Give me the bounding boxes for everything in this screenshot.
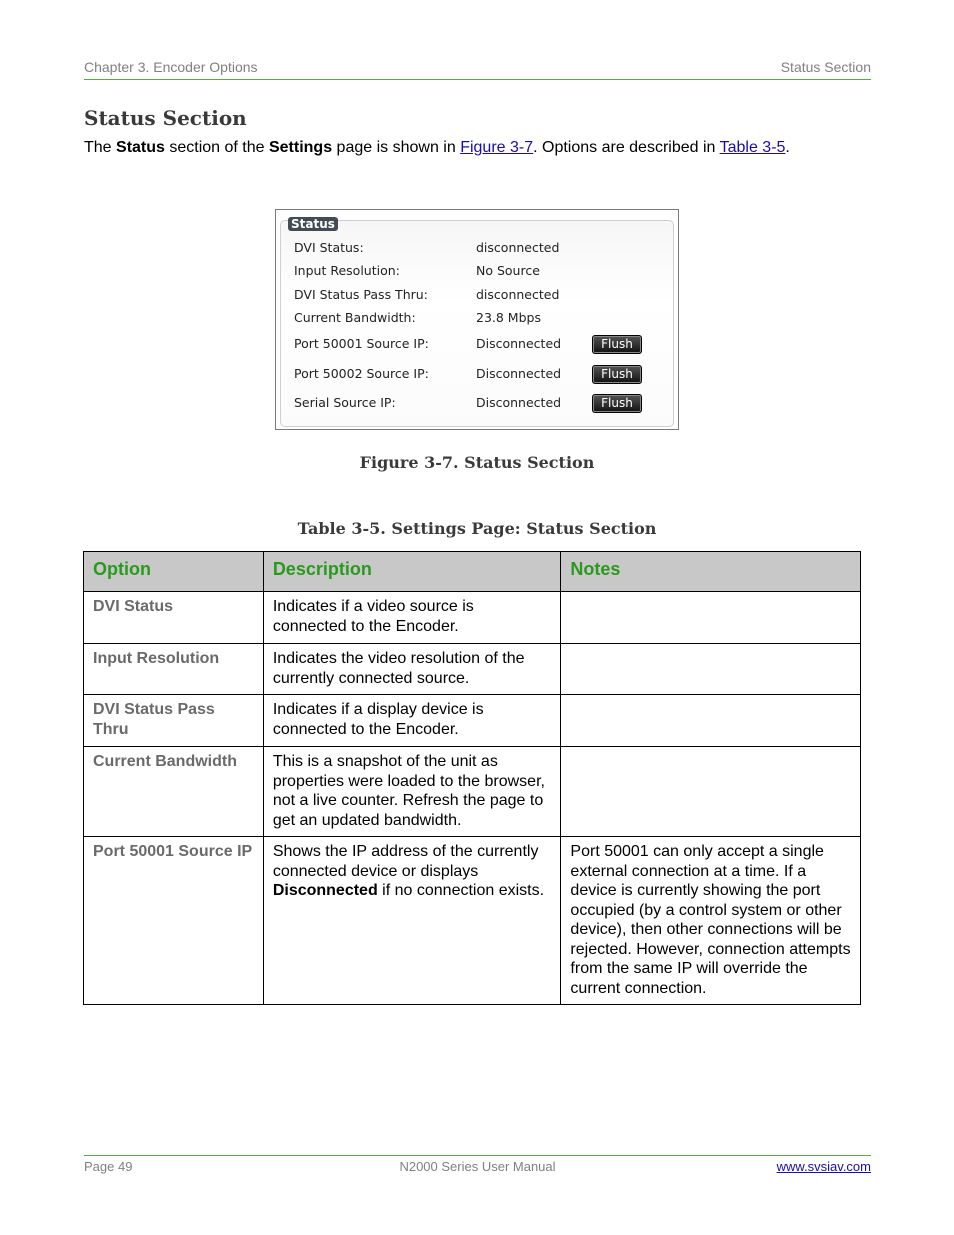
notes-cell: [561, 592, 861, 644]
header-option: Option: [84, 552, 264, 592]
options-table: [83, 551, 861, 1005]
dvi-status-label: DVI Status:: [294, 240, 364, 255]
serial-source-label: Serial Source IP:: [294, 395, 396, 410]
flush-button-50001[interactable]: Flush: [592, 335, 642, 354]
option-cell: Port 50001 Source IP: [84, 837, 264, 1005]
option-cell: DVI Status: [84, 592, 264, 644]
input-resolution-label: Input Resolution:: [294, 263, 400, 278]
description-cell: Indicates if a video source is connected to the Encoder.: [263, 592, 561, 644]
port-50002-value: Disconnected: [476, 366, 562, 381]
flush-button-serial[interactable]: Flush: [592, 394, 642, 413]
status-figure: [275, 209, 679, 430]
page-number: Page 49: [84, 1159, 133, 1174]
description-cell: Indicates if a display device is connected to the Encoder.: [263, 695, 561, 747]
notes-cell: [561, 747, 861, 837]
description-cell: This is a snapshot of the unit as properties were loaded to the browser, not a live counter. Refresh the page to get an updated bandwidth.: [263, 747, 561, 837]
header-description: Description: [263, 552, 561, 592]
bandwidth-label: Current Bandwidth:: [294, 310, 416, 325]
table-link[interactable]: Table 3-5: [719, 139, 786, 156]
port-50001-label: Port 50001 Source IP:: [294, 336, 429, 351]
port-50001-value: Disconnected: [476, 336, 562, 351]
port-50002-label: Port 50002 Source IP:: [294, 366, 429, 381]
table-row: [84, 747, 861, 837]
table-header-row: [84, 552, 861, 592]
header-notes: Notes: [561, 552, 861, 592]
option-cell: Current Bandwidth: [84, 747, 264, 837]
notes-cell: [561, 695, 861, 747]
table-row: [84, 695, 861, 747]
section-name: Status Section: [780, 59, 871, 75]
option-cell: DVI Status Pass Thru: [84, 695, 264, 747]
table-row: [84, 644, 861, 695]
section-title: Status Section: [84, 106, 247, 130]
figure-link[interactable]: Figure 3-7: [460, 139, 534, 156]
table-row: [84, 837, 861, 1005]
dvi-pass-thru-value: disconnected: [476, 287, 560, 302]
description-cell: Indicates the video resolution of the currently connected source.: [263, 644, 561, 695]
serial-source-value: Disconnected: [476, 395, 562, 410]
status-legend: Status: [288, 217, 338, 231]
table-caption: Table 3-5. Settings Page: Status Section: [297, 519, 657, 538]
description-cell: Shows the IP address of the currently connected device or displays Disconnected if no connection exists.: [263, 837, 561, 1005]
bandwidth-value: 23.8 Mbps: [476, 310, 541, 325]
notes-cell: Port 50001 can only accept a single external connection at a time. If a device is currently showing the port occupied (by a control system or other device), then other connections will be rejected. However, connection attempts from the same IP will override the current connection.: [561, 837, 861, 1005]
intro-paragraph: The Status section of the Settings page is shown in Figure 3-7. Options are described in Table 3-5.: [84, 139, 790, 156]
notes-cell: [561, 644, 861, 695]
manual-title: N2000 Series User Manual: [399, 1159, 556, 1174]
figure-caption: Figure 3-7. Status Section: [359, 453, 595, 472]
chapter-title: Chapter 3. Encoder Options: [84, 59, 258, 75]
table-row: [84, 592, 861, 644]
option-cell: Input Resolution: [84, 644, 264, 695]
page-header: [84, 59, 871, 80]
dvi-pass-thru-label: DVI Status Pass Thru:: [294, 287, 428, 302]
website-link[interactable]: www.svsiav.com: [776, 1159, 871, 1174]
input-resolution-value: No Source: [476, 263, 540, 278]
page-footer: [84, 1155, 871, 1176]
dvi-status-value: disconnected: [476, 240, 560, 255]
flush-button-50002[interactable]: Flush: [592, 365, 642, 384]
